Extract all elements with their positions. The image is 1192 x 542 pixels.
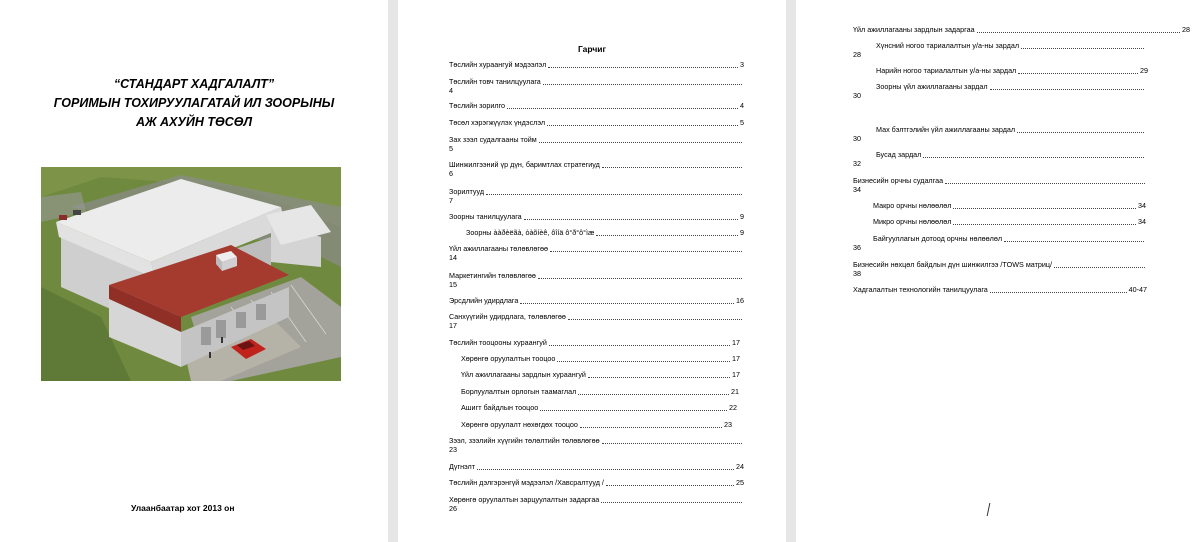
toc-entry-title: Хөрөнгө оруулалтын тооцоо: [461, 354, 556, 363]
toc-entry[interactable]: [853, 177, 1147, 194]
toc-entry-page-number: 23: [449, 444, 457, 454]
toc-entry-title: Хадгалалтын технологийн танилцуулага: [853, 285, 988, 294]
toc-entry-title: Зоорны танилцуулага: [449, 212, 522, 221]
toc-entry[interactable]: [461, 421, 732, 430]
toc-entry-page-number: 30: [853, 133, 861, 143]
toc-entry-title: Дүгнэлт: [449, 462, 476, 471]
toc-entry[interactable]: [449, 102, 744, 111]
toc-dot-leader: [580, 427, 722, 428]
toc-entry-page-number: 28: [853, 49, 861, 59]
cover-title-line-1: “СТАНДАРТ ХАДГАЛАЛТ”: [113, 77, 275, 91]
toc-dot-leader: [596, 235, 738, 236]
toc-entry-page-number: 5: [740, 118, 744, 127]
toc-entry-page-number: 30: [853, 90, 861, 100]
toc-entry-title: Зоорны үйл ажиллагааны зардал: [876, 82, 988, 91]
toc-dot-leader: [606, 485, 734, 486]
toc-entry[interactable]: [449, 463, 744, 472]
toc-dot-leader: [548, 67, 738, 68]
toc-entry[interactable]: [449, 213, 744, 222]
toc-entry[interactable]: [853, 125, 1146, 143]
toc-entry-title: Макро орчны нөлөөлөл: [873, 201, 952, 210]
cover-title: [0, 75, 388, 132]
toc-entry[interactable]: [853, 234, 1146, 252]
toc-entry[interactable]: [449, 188, 744, 205]
toc-entry[interactable]: [449, 313, 744, 330]
toc-entry[interactable]: [853, 150, 1146, 168]
toc-entry-title: Төсөл хэрэгжүүлэх үндэслэл: [449, 118, 546, 127]
toc-dot-leader: [1017, 132, 1144, 133]
toc-entry[interactable]: [449, 339, 740, 348]
toc-dot-leader: [953, 208, 1136, 209]
toc-entry-title: Бусад зардал: [876, 150, 922, 159]
toc-dot-leader: [520, 303, 734, 304]
toc-dot-leader: [977, 32, 1180, 33]
toc-entry[interactable]: [873, 202, 1146, 211]
toc-entry-title: Зорилтууд: [449, 187, 485, 196]
toc-entry[interactable]: [449, 78, 744, 95]
toc-entry-page-number: 29: [1140, 66, 1148, 75]
toc-entry-title: Бизнесийн орчны судалгаа: [853, 176, 944, 185]
toc-dot-leader: [1018, 73, 1138, 74]
toc-entry-title: Төслийн зорилго: [449, 101, 506, 110]
toc-dot-leader: [524, 219, 738, 220]
toc-page-2: [796, 0, 1192, 542]
toc-entry-page-number: 22: [729, 403, 737, 412]
toc-entry-title: Ашигт байдлын тооцоо: [461, 403, 539, 412]
toc-dot-leader: [568, 319, 742, 320]
toc-entry-page-number: 5: [449, 143, 453, 153]
toc-entry[interactable]: [461, 355, 740, 364]
toc-entry[interactable]: [853, 41, 1146, 59]
toc-entry-page-number: 28: [1182, 25, 1190, 34]
toc-entry[interactable]: [853, 261, 1147, 278]
toc-entry[interactable]: [461, 404, 737, 413]
toc-entry-title: Төслийн хураангуй мэдээлэл: [449, 60, 547, 69]
toc-entry[interactable]: [449, 496, 744, 513]
toc-entry-title: Төслийн товч танилцуулага: [449, 77, 541, 86]
toc-dot-leader: [990, 89, 1144, 90]
toc-entry-title: Үйл ажиллагааны зардлын задаргаа: [853, 25, 975, 34]
toc-entry[interactable]: [449, 297, 744, 306]
toc-entry[interactable]: [449, 119, 744, 128]
toc-dot-leader: [1004, 241, 1144, 242]
toc-heading: Гарчиг: [577, 44, 607, 54]
toc-entry-title: Үйл ажиллагааны зардлын хураангуй: [461, 370, 586, 379]
toc-entry[interactable]: [449, 272, 744, 289]
toc-entry-page-number: 25: [736, 478, 744, 487]
toc-entry-page-number: 17: [732, 354, 740, 363]
toc-entry-title: Шинжилгээний үр дүн, баримтлах стратегиуд: [449, 160, 600, 169]
toc-page-1: [398, 0, 786, 542]
toc-entry[interactable]: [466, 229, 744, 238]
toc-entry-page-number: 17: [449, 320, 457, 330]
toc-entry-page-number: 4: [740, 101, 744, 110]
toc-dot-leader: [547, 125, 738, 126]
toc-entry-title: Төслийн дэлгэрэнгүй мэдээлэл /Хавсралтууд /: [449, 478, 604, 487]
toc-entry[interactable]: [853, 82, 1146, 100]
toc-dot-leader: [1021, 48, 1144, 49]
toc-dot-leader: [507, 108, 738, 109]
toc-dot-leader: [601, 502, 742, 503]
toc-entry[interactable]: [853, 26, 1190, 35]
toc-entry-title: Бизнесийн нөхцөл байдлын дүн шинжилгээ /TOWS матриц/: [853, 260, 1053, 269]
toc-entry-page-number: 15: [449, 279, 457, 289]
toc-dot-leader: [477, 469, 734, 470]
toc-entry-title: Төслийн тооцооны хураангуй: [449, 338, 547, 347]
toc-dot-leader: [945, 183, 1145, 184]
toc-entry[interactable]: [449, 245, 744, 262]
toc-entry-title: Санхүүгийн удирдлага, төлөвлөгөө: [449, 312, 566, 321]
cover-footer-location-year: Улаанбаатар хот 2013 он: [131, 503, 235, 513]
toc-dot-leader: [602, 167, 742, 168]
cover-page: [0, 0, 388, 542]
toc-entry[interactable]: [461, 371, 740, 380]
toc-entry-title: Зээл, зээлийн хүүгийн төлөлтийн төлөвлөгөө: [449, 436, 600, 445]
toc-dot-leader: [990, 292, 1127, 293]
toc-entry-title: Маркетингийн төлөвлөгөө: [449, 271, 536, 280]
toc-entry-page-number: 9: [740, 212, 744, 221]
toc-entry-title: Нарийн ногоо тариалалтын у/а-ны зардал: [876, 66, 1017, 75]
toc-entry-page-number: 4: [449, 85, 453, 95]
toc-entry-page-number: 40-47: [1128, 285, 1147, 294]
toc-entry-title: Мах бэлтгэлийн үйл ажиллагааны зардал: [876, 125, 1016, 134]
toc-dot-leader: [543, 84, 742, 85]
toc-entry-page-number: 38: [853, 268, 861, 278]
toc-dot-leader: [550, 251, 742, 252]
toc-entry-page-number: 6: [449, 168, 453, 178]
toc-entry-page-number: 32: [853, 158, 861, 168]
toc-entry[interactable]: [449, 437, 744, 454]
toc-entry[interactable]: [449, 161, 744, 178]
toc-entry-page-number: 34: [853, 184, 861, 194]
toc-entry-title: Микро орчны нөлөөлөл: [873, 217, 952, 226]
toc-dot-leader: [540, 410, 727, 411]
cover-title-line-2: ГОРИМЫН ТОХИРУУЛАГАТАЙ ИЛ ЗООРЫНЫ: [53, 96, 335, 110]
toc-dot-leader: [602, 443, 742, 444]
toc-dot-leader: [486, 194, 742, 195]
toc-entry-page-number: 16: [736, 296, 744, 305]
toc-entry-page-number: 7: [449, 195, 453, 205]
toc-entry[interactable]: [873, 218, 1146, 227]
toc-entry-page-number: 21: [731, 387, 739, 396]
toc-entry-title: Зах зээл судалгааны тойм: [449, 135, 537, 144]
toc-entry-page-number: 17: [732, 370, 740, 379]
toc-entry-title: Зоорны ààðèëãà, òàõíèê, ôîíä ô°ð°ô°ìæ: [466, 228, 595, 237]
toc-dot-leader: [1054, 267, 1145, 268]
toc-dot-leader: [557, 361, 730, 362]
building-render-image: [41, 167, 341, 381]
toc-entry-page-number: 17: [732, 338, 740, 347]
toc-entry-page-number: 23: [724, 420, 732, 429]
toc-entry-title: Эрсдлийн удирдлага: [449, 296, 519, 305]
toc-dot-leader: [549, 345, 730, 346]
toc-dot-leader: [539, 142, 742, 143]
toc-entry-page-number: 34: [1138, 217, 1146, 226]
toc-entry-title: Хөрөнгө оруулалтын зарцуулалтын задаргаа: [449, 495, 600, 504]
toc-entry[interactable]: [449, 61, 744, 70]
toc-entry-title: Байгууллагын дотоод орчны нөлөөлөл: [873, 234, 1003, 243]
toc-entry-page-number: 36: [853, 242, 861, 252]
toc-entry-page-number: 26: [449, 503, 457, 513]
toc-entry-page-number: 14: [449, 252, 457, 262]
toc-dot-leader: [578, 394, 729, 395]
toc-dot-leader: [923, 157, 1144, 158]
toc-entry[interactable]: [449, 479, 744, 488]
toc-dot-leader: [588, 377, 730, 378]
toc-entry-page-number: 9: [740, 228, 744, 237]
toc-entry-page-number: 24: [736, 462, 744, 471]
toc-entry-page-number: 3: [740, 60, 744, 69]
toc-entry-title: Борлуулалтын орлогын таамаглал: [461, 387, 577, 396]
toc-entry[interactable]: [461, 388, 739, 397]
toc-entry[interactable]: [449, 136, 744, 153]
toc-entry[interactable]: [853, 286, 1147, 295]
toc-entry-title: Үйл ажиллагааны төлөвлөгөө: [449, 244, 548, 253]
toc-entry[interactable]: [876, 67, 1148, 76]
toc-entry-title: Хөрөнгө оруулалт нөхөгдөх тооцоо: [461, 420, 578, 429]
toc-entry-page-number: 34: [1138, 201, 1146, 210]
toc-dot-leader: [953, 224, 1136, 225]
cover-title-line-3: АЖ АХУЙН ТӨСӨЛ: [135, 115, 253, 129]
toc-entry-title: Хүнсний ногоо тариалалтын у/а-ны зардал: [876, 41, 1020, 50]
toc-dot-leader: [538, 278, 742, 279]
